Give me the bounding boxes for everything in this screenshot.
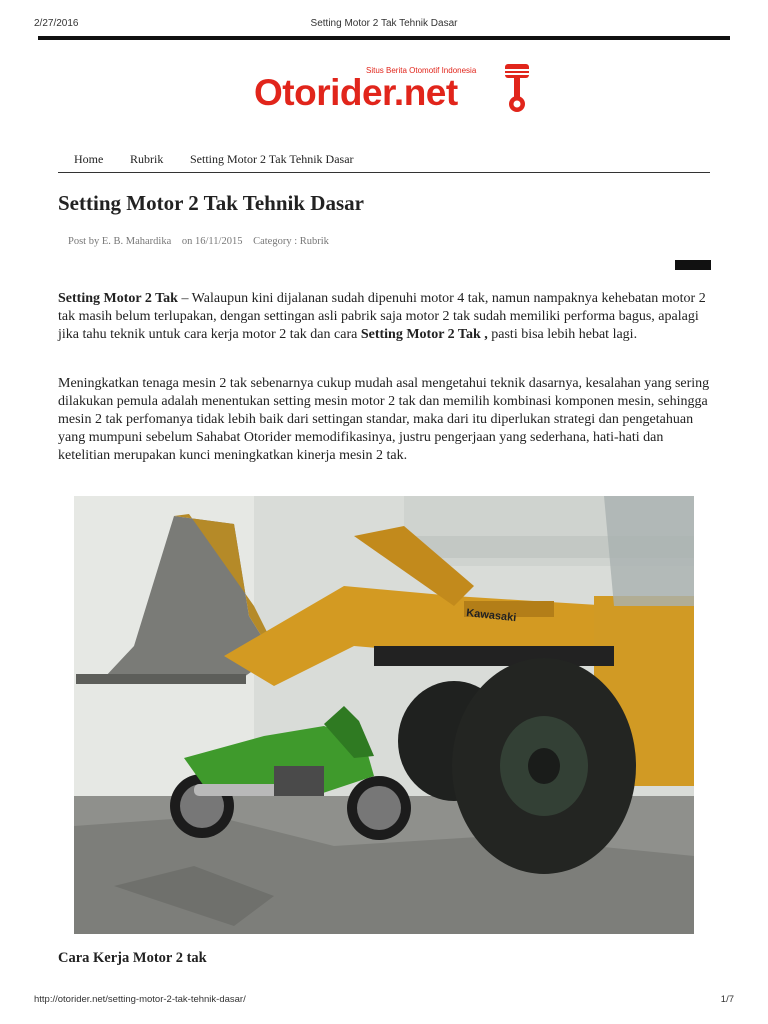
piston-icon: [502, 62, 532, 114]
share-bar[interactable]: [675, 260, 711, 270]
print-date: 2/27/2016: [34, 18, 79, 29]
header-rule: [38, 36, 730, 40]
article-photo: [74, 496, 694, 934]
site-logo[interactable]: [254, 58, 534, 118]
logo-wordmark: Otorider.net: [254, 72, 458, 113]
article-title: Setting Motor 2 Tak Tehnik Dasar: [58, 191, 364, 215]
section-heading: Cara Kerja Motor 2 tak: [58, 950, 207, 966]
print-page-number: 1/7: [720, 994, 734, 1005]
meta-author[interactable]: Post by E. B. Mahardika: [68, 236, 172, 247]
paragraph-body: Meningkatkan tenaga mesin 2 tak sebenarnya cukup mudah asal mengetahui teknik dasarnya, kesalahan yang sering dilakukan pemula adalah menentukan setting mesin motor 2 tak dan memilih kombinasi komponen mesin, sehingga mesin 2 tak perfomanya tidak lebih baik dari settingan standar, maka dari itu diperlukan strategi dan pengetahuan yang mumpuni sebelum Sahabat Otorider memodifikasinya, justru pengerjaan yang sederhana, hati-hati dan ketelitian merupakan kunci meningkatkan kinerja mesin 2 tak.: [58, 376, 710, 463]
meta-date: on 16/11/2015: [181, 236, 243, 247]
print-header: [0, 18, 768, 32]
print-footer: [0, 994, 768, 1008]
nav-rubrik[interactable]: Rubrik: [130, 152, 164, 166]
intro-bold-2: Setting Motor 2 Tak ,: [360, 327, 488, 342]
logo-tagline: Situs Berita Otomotif Indonesia: [366, 66, 477, 75]
photo-brand-label: Kawasaki: [465, 607, 517, 625]
nav-home[interactable]: Home: [74, 152, 104, 166]
nav-bar: [58, 150, 710, 173]
intro-bold-lead: Setting Motor 2 Tak: [58, 291, 178, 306]
meta-category[interactable]: Category : Rubrik: [253, 236, 329, 247]
nav-current-page[interactable]: Setting Motor 2 Tak Tehnik Dasar: [190, 152, 354, 166]
print-url: http://otorider.net/setting-motor-2-tak-tehnik-dasar/: [34, 994, 246, 1005]
intro-text-1: – Walaupun kini dijalanan sudah dipenuhi motor 4 tak, namun nampaknya kehebatan motor 2 tak masih belum terlupakan, dengan settingan asli pabrik saja motor 2 tak sudah memiliki performa bagus, apalagi jika tahu teknik untuk cara kerja motor 2 tak dan cara: [58, 291, 706, 342]
article-meta: [68, 236, 337, 247]
print-title: Setting Motor 2 Tak Tehnik Dasar: [310, 18, 458, 29]
paragraph-intro: [58, 290, 712, 344]
intro-text-2: pasti bisa lebih hebat lagi.: [487, 327, 638, 342]
